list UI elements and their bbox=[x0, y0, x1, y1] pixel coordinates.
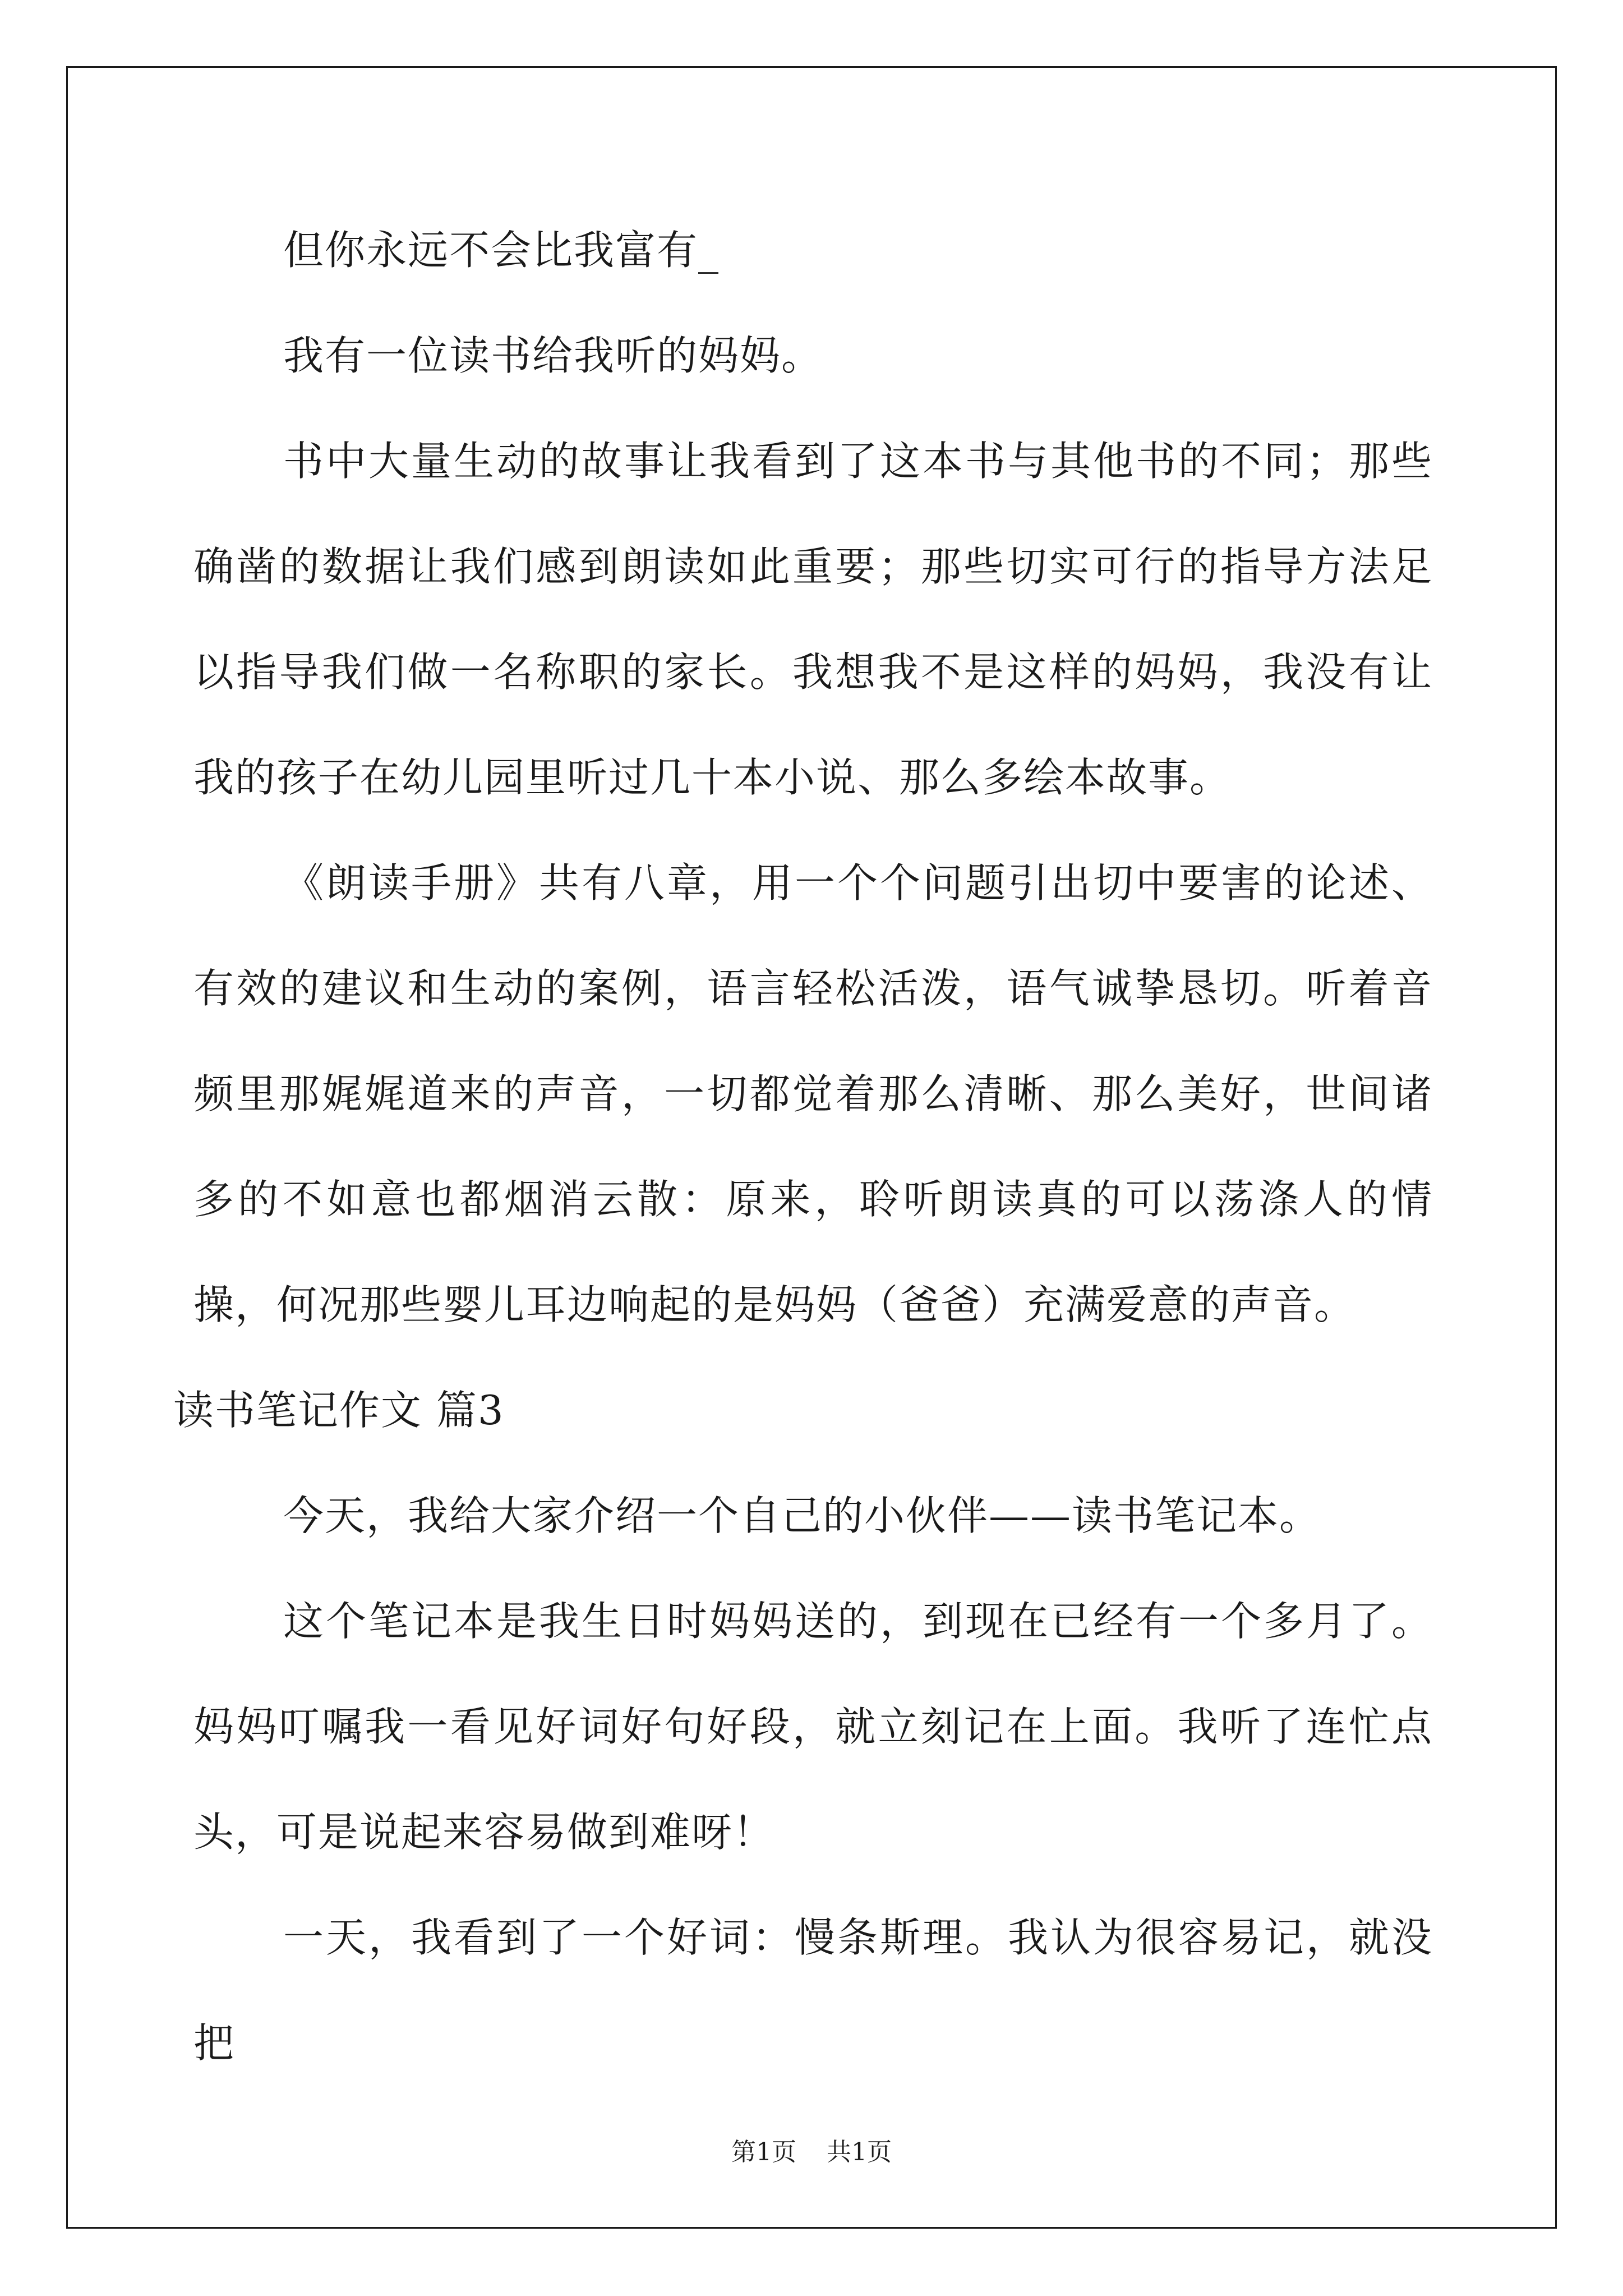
paragraph: 书中大量生动的故事让我看到了这本书与其他书的不同；那些确凿的数据让我们感到朗读如此重要；那些切实可行的指导方法足以指导我们做一名称职的家长。我想我不是这样的妈妈，我没有让我的孩子在幼儿园里听过几十本小说、那么多绘本故事。 bbox=[193, 438, 1433, 801]
paragraph: 一天，我看到了一个好词：慢条斯理。我认为很容易记，就没把 bbox=[193, 1914, 1433, 2067]
paragraph: 今天，我给大家介绍一个自己的小伙伴——读书笔记本。 bbox=[283, 1492, 1321, 1539]
page-total: 共1页 bbox=[827, 2138, 892, 2166]
document-body bbox=[173, 197, 1433, 2096]
section-heading: 读书笔记作文 篇3 bbox=[173, 1387, 505, 1434]
paragraph: 这个笔记本是我生日时妈妈送的，到现在已经有一个多月了。妈妈叮嘱我一看见好词好句好段，就立刻记在上面。我听了连忙点头，可是说起来容易做到难呀！ bbox=[193, 1598, 1433, 1856]
paragraph: 我有一位读书给我听的妈妈。 bbox=[283, 332, 823, 379]
paragraph: 但你永远不会比我富有_ bbox=[283, 227, 720, 274]
page-number: 第1页 bbox=[731, 2138, 796, 2166]
page-footer bbox=[0, 2132, 1623, 2168]
paragraph: 《朗读手册》共有八章，用一个个问题引出切中要害的论述、有效的建议和生动的案例，语言轻松活泼，语气诚挚恳切。听着音频里那娓娓道来的声音，一切都觉着那么清晰、那么美好，世间诸多的不如意也都烟消云散：原来，聆听朗读真的可以荡涤人的情操，何况那些婴儿耳边响起的是妈妈（爸爸）充满爱意的声音。 bbox=[193, 859, 1433, 1328]
